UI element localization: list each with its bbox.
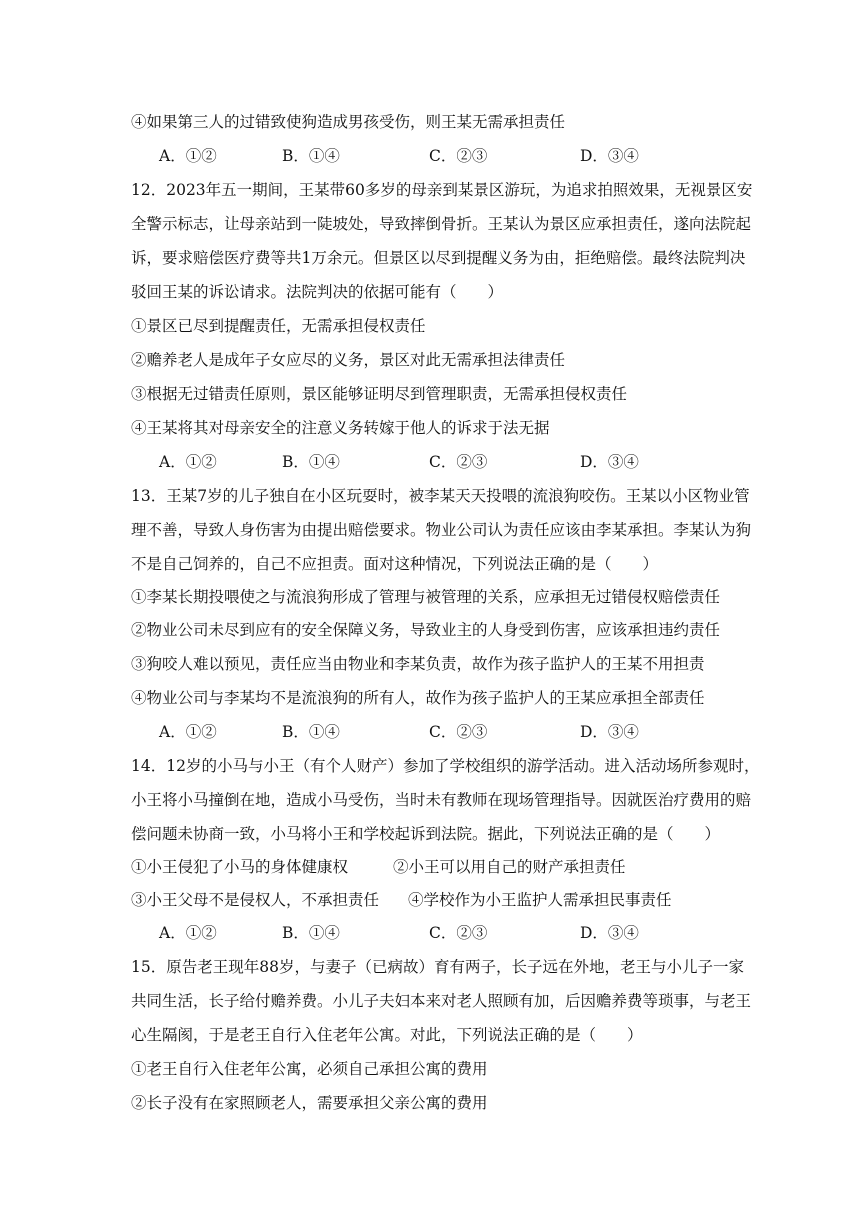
- q14-statement-3: ③小王父母不是侵权人，不承担责任: [131, 891, 380, 909]
- q12-statement-3: ③根据无过错责任原则，景区能够证明尽到管理职责，无需承担侵权责任: [131, 385, 628, 403]
- q13-stem-line-2: 理不善，导致人身伤害为由提出赔偿要求。物业公司认为责任应该由李某承担。李某认为狗: [131, 521, 752, 539]
- q14-statement-4: ④学校作为小王监护人需承担民事责任: [408, 891, 672, 909]
- q11-choice-b: B．①④: [282, 147, 340, 165]
- q13-choices: [159, 722, 759, 742]
- q14-stem-line-3: 偿问题未协商一致，小马将小王和学校起诉到法院。据此，下列说法正确的是（ ）: [131, 825, 721, 843]
- q13-stem-line-3: 不是自己饲养的，自己不应担责。面对这种情况，下列说法正确的是（ ）: [131, 555, 659, 573]
- q12-choices: [159, 452, 759, 472]
- q11-statement-4: ④如果第三人的过错致使狗造成男孩受伤，则王某无需承担责任: [131, 113, 566, 131]
- q14-choice-c: C．②③: [429, 924, 488, 942]
- q14-choice-d: D．③④: [580, 924, 639, 942]
- q14-statement-row-2: [131, 890, 741, 910]
- q14-statement-1: ①小王侵犯了小马的身体健康权: [131, 858, 349, 876]
- q15-statement-2: ②长子没有在家照顾老人，需要承担父亲公寓的费用: [131, 1094, 488, 1112]
- q13-choice-d: D．③④: [580, 723, 639, 741]
- q12-stem-line-3: 诉，要求赔偿医疗费等共1万余元。但景区以尽到提醒义务为由，拒绝赔偿。最终法院判决: [131, 249, 746, 267]
- q14-statement-2: ②小王可以用自己的财产承担责任: [393, 858, 626, 876]
- q11-choice-a: A．①②: [159, 147, 217, 165]
- q12-stem-line-4: 驳回王某的诉讼请求。法院判决的依据可能有（ ）: [131, 283, 504, 301]
- q12-stem-line-2: 全警示标志，让母亲站到一陡坡处，导致摔倒骨折。王某认为景区应承担责任，遂向法院起: [131, 215, 752, 233]
- q13-choice-a: A．①②: [159, 723, 217, 741]
- q11-choices: [159, 146, 759, 166]
- q12-choice-c: C．②③: [429, 453, 488, 471]
- q13-stem-line-1: 13．王某7岁的儿子独自在小区玩耍时，被李某天天投喂的流浪狗咬伤。王某以小区物业管: [131, 487, 750, 505]
- q13-statement-2: ②物业公司未尽到应有的安全保障义务，导致业主的人身受到伤害，应该承担违约责任: [131, 621, 721, 639]
- q11-choice-c: C．②③: [429, 147, 488, 165]
- q12-statement-1: ①景区已尽到提醒责任，无需承担侵权责任: [131, 317, 426, 335]
- q15-stem-line-2: 共同生活，长子给付赡养费。小儿子夫妇本来对老人照顾有加，后因赡养费等琐事，与老王: [131, 992, 752, 1010]
- q13-statement-4: ④物业公司与李某均不是流浪狗的所有人，故作为孩子监护人的王某应承担全部责任: [131, 689, 705, 707]
- q12-choice-d: D．③④: [580, 453, 639, 471]
- q14-statement-row-1: [131, 857, 741, 877]
- q13-statement-1: ①李某长期投喂使之与流浪狗形成了管理与被管理的关系，应承担无过错侵权赔偿责任: [131, 588, 721, 606]
- q12-statement-4: ④王某将其对母亲安全的注意义务转嫁于他人的诉求于法无据: [131, 419, 550, 437]
- q12-stem-line-1: 12．2023年五一期间，王某带60多岁的母亲到某景区游玩，为追求拍照效果，无视景区安: [131, 181, 753, 199]
- q14-choice-b: B．①④: [282, 924, 340, 942]
- q14-stem-line-2: 小王将小马撞倒在地，造成小马受伤，当时未有教师在现场管理指导。因就医治疗费用的赔: [131, 791, 752, 809]
- q14-choice-a: A．①②: [159, 924, 217, 942]
- q11-choice-d: D．③④: [580, 147, 639, 165]
- q12-choice-a: A．①②: [159, 453, 217, 471]
- q13-choice-c: C．②③: [429, 723, 488, 741]
- q12-choice-b: B．①④: [282, 453, 340, 471]
- q13-choice-b: B．①④: [282, 723, 340, 741]
- q12-statement-2: ②赡养老人是成年子女应尽的义务，景区对此无需承担法律责任: [131, 351, 566, 369]
- q13-statement-3: ③狗咬人难以预见，责任应当由物业和李某负责，故作为孩子监护人的王某不用担责: [131, 655, 705, 673]
- q15-statement-1: ①老王自行入住老年公寓，必须自己承担公寓的费用: [131, 1060, 488, 1078]
- q15-stem-line-1: 15．原告老王现年88岁，与妻子（已病故）育有两子，长子远在外地，老王与小儿子一家: [131, 958, 744, 976]
- q14-choices: [159, 923, 759, 943]
- q14-stem-line-1: 14．12岁的小马与小王（有个人财产）参加了学校组织的游学活动。进入活动场所参观时，: [131, 757, 760, 775]
- q15-stem-line-3: 心生隔阂，于是老王自行入住老年公寓。对此，下列说法正确的是（ ）: [131, 1026, 643, 1044]
